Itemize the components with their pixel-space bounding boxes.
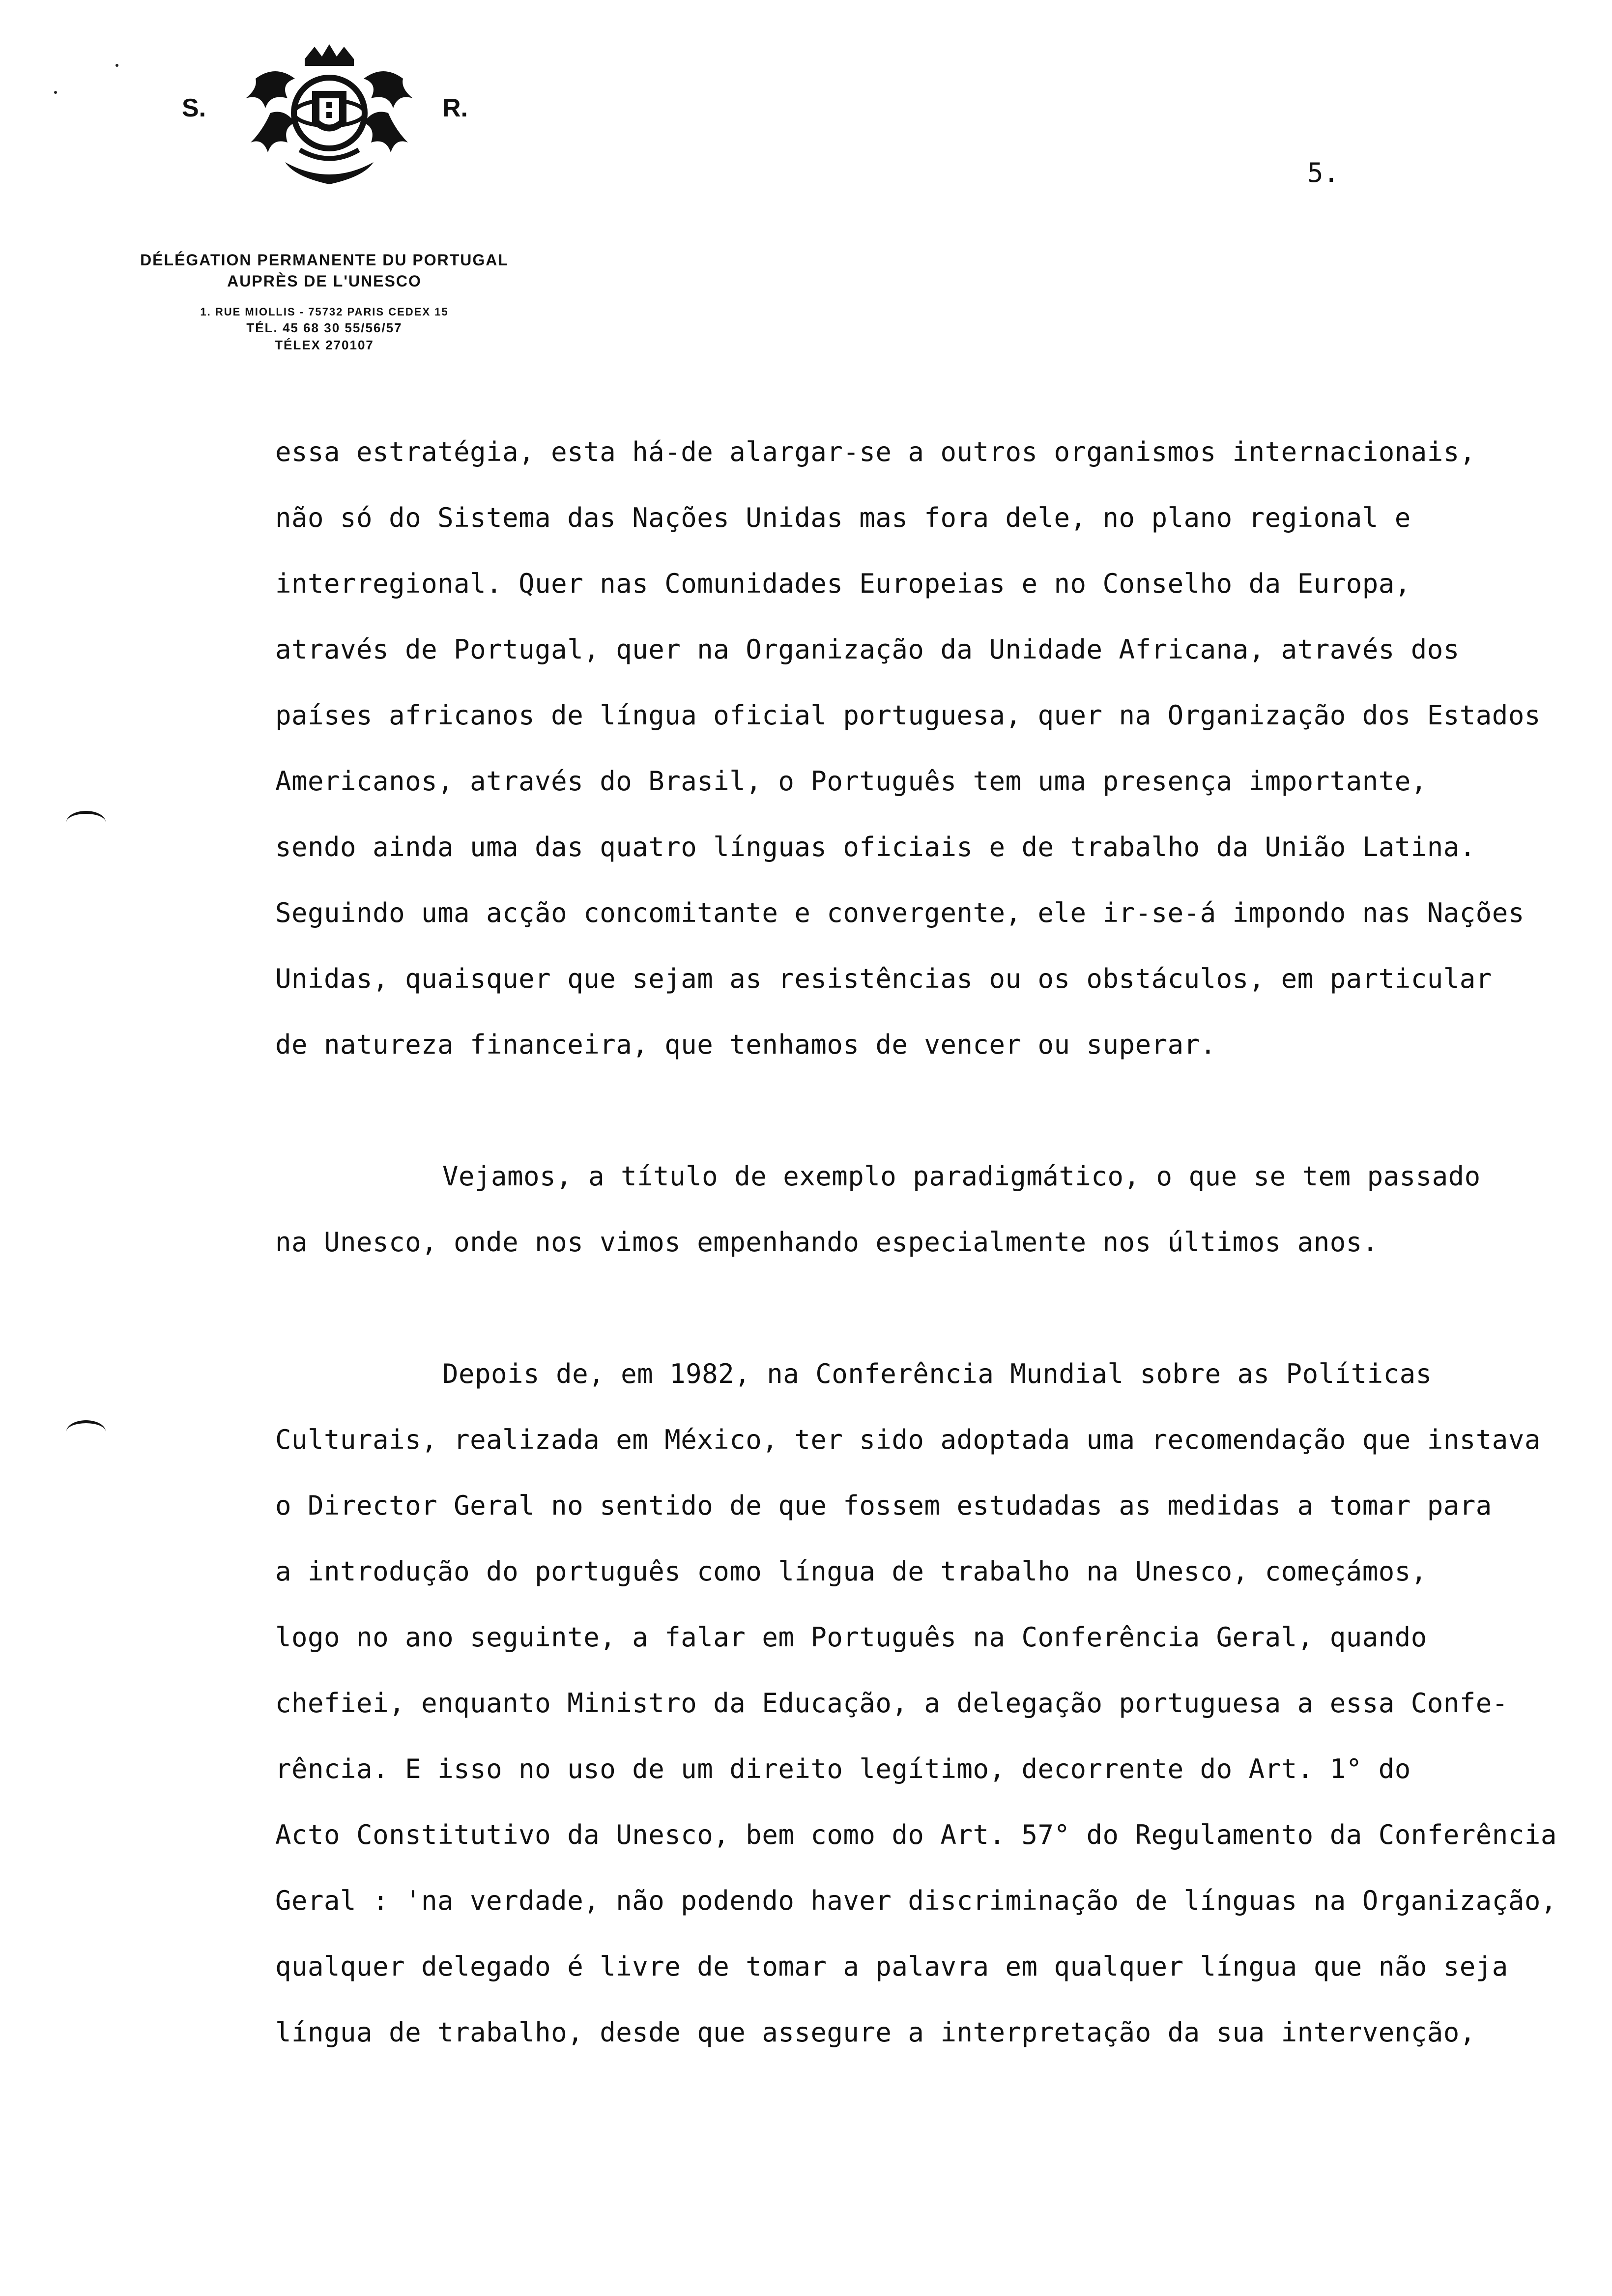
text-line: sendo ainda uma das quatro línguas oficiais e de trabalho da União Latina.: [275, 832, 1476, 862]
delegation-address: 1. RUE MIOLLIS - 75732 PARIS CEDEX 15: [200, 306, 449, 318]
letterhead-initial-left: S.: [182, 94, 206, 122]
text-line: chefiei, enquanto Ministro da Educação, a delegação portuguesa a essa Confe-: [275, 1688, 1508, 1719]
margin-mark: [66, 1420, 106, 1443]
text-line: através de Portugal, quer na Organização da Unidade Africana, através dos: [275, 634, 1460, 665]
text-line: língua de trabalho, desde que assegure a interpretação da sua intervenção,: [275, 2017, 1476, 2048]
paragraph: [275, 1152, 1592, 1284]
text-line: Geral : 'na verdade, não podendo haver discriminação de línguas na Organização,: [275, 1885, 1557, 1916]
text-line: rência. E isso no uso de um direito legítimo, decorrente do Art. 1° do: [275, 1753, 1411, 1784]
text-line: interregional. Quer nas Comunidades Europeias e no Conselho da Europa,: [275, 568, 1411, 599]
paragraph: [275, 428, 1592, 1086]
page-number: 5.: [1307, 157, 1340, 188]
paragraph: [275, 1349, 1592, 2074]
delegation-telex: TÉLEX 270107: [275, 338, 374, 353]
paragraph-gap: [275, 1086, 1592, 1152]
text-line: o Director Geral no sentido de que fossem estudadas as medidas a tomar para: [275, 1490, 1492, 1521]
letter-body: [275, 428, 1592, 2074]
speck-mark: [115, 64, 118, 67]
text-line: na Unesco, onde nos vimos empenhando especialmente nos últimos anos.: [275, 1227, 1379, 1258]
delegation-name: DÉLÉGATION PERMANENTE DU PORTUGAL: [140, 251, 509, 269]
text-line: Vejamos, a título de exemplo paradigmático, o que se tem passado: [442, 1161, 1481, 1192]
text-line: qualquer delegado é livre de tomar a palavra em qualquer língua que não seja: [275, 1951, 1508, 1982]
text-line: Seguindo uma acção concomitante e convergente, ele ir-se-á impondo nas Nações: [275, 897, 1525, 928]
delegation-telephone: TÉL. 45 68 30 55/56/57: [246, 320, 403, 336]
letterhead-initial-right: R.: [442, 94, 468, 122]
text-line: essa estratégia, esta há-de alargar-se a outros organismos internacionais,: [275, 436, 1476, 467]
text-line: de natureza financeira, que tenhamos de vencer ou superar.: [275, 1029, 1216, 1060]
text-line: não só do Sistema das Nações Unidas mas fora dele, no plano regional e: [275, 502, 1411, 533]
coat-of-arms-icon: [241, 44, 418, 192]
crest-row: [79, 44, 570, 192]
margin-mark: [66, 811, 106, 833]
letterhead: [79, 44, 570, 354]
delegation-subtitle: AUPRÈS DE L'UNESCO: [227, 272, 422, 290]
speck-mark: [54, 91, 57, 94]
paragraph-gap: [275, 1284, 1592, 1349]
text-line: a introdução do português como língua de trabalho na Unesco, começámos,: [275, 1556, 1427, 1587]
text-line: Depois de, em 1982, na Conferência Mundial sobre as Políticas: [442, 1358, 1432, 1389]
text-line: países africanos de língua oficial portuguesa, quer na Organização dos Estados: [275, 700, 1541, 731]
text-line: Unidas, quaisquer que sejam as resistências ou os obstáculos, em particular: [275, 963, 1492, 994]
text-line: Culturais, realizada em México, ter sido adoptada uma recomendação que instava: [275, 1424, 1541, 1455]
text-line: Acto Constitutivo da Unesco, bem como do Art. 57° do Regulamento da Conferência: [275, 1819, 1557, 1850]
text-line: Americanos, através do Brasil, o Português tem uma presença importante,: [275, 766, 1427, 797]
text-line: logo no ano seguinte, a falar em Português na Conferência Geral, quando: [275, 1622, 1427, 1653]
